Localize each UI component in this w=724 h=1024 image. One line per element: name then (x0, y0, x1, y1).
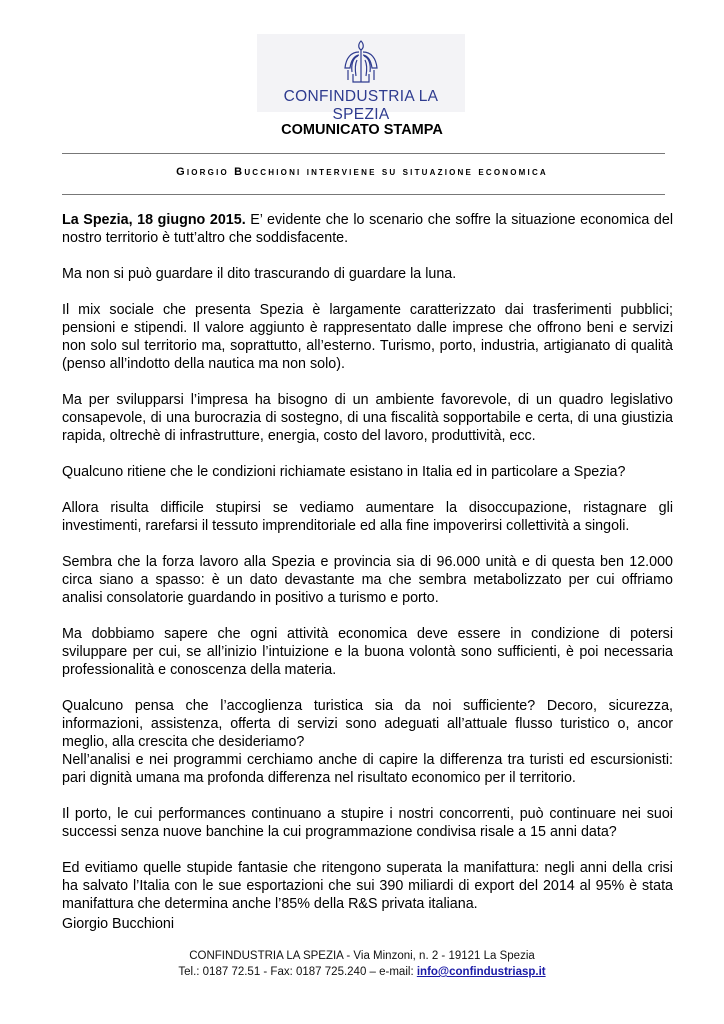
paragraph: Il porto, le cui performances continuano a stupire i nostri concorrenti, può continuare nei suoi successi senza nuove banchine la cui programmazione condivisa risale a 15 anni data? (62, 806, 673, 840)
footer-address: CONFINDUSTRIA LA SPEZIA - Via Minzoni, n. 2 - 19121 La Spezia (189, 950, 535, 962)
lead-paragraph (62, 211, 673, 247)
paragraph: Nell’analisi e nei programmi cerchiamo anche di capire la differenza tra turisti ed escursionisti: pari dignità umana ma profonda differenza nel risultato economico per il territorio. (62, 752, 673, 786)
paragraph: Ma dobbiamo sapere che ogni attività economica deve essere in condizione di potersi sviluppare per cui, se all’inizio l’intuizione e la buona volontà sono sufficienti, è poi necessaria professionalità e conoscenza della materia. (62, 626, 673, 678)
paragraph: Ma non si può guardare il dito trascurando di guardare la luna. (62, 266, 457, 282)
logo-text: CONFINDUSTRIA LA SPEZIA (283, 88, 439, 123)
document-body (62, 211, 673, 931)
paragraph: Qualcuno ritiene che le condizioni richiamate esistano in Italia ed in particolare a Spezia? (62, 464, 626, 480)
divider-top (62, 153, 665, 154)
paragraph: Il mix sociale che presenta Spezia è largamente caratterizzato dai trasferimenti pubblici; pensioni e stipendi. Il valore aggiunto è rappresentato dalle imprese che offrono beni e servizi non solo sul territorio ma, soprattutto, all’esterno. Turismo, porto, industria, artigianato di qualità (penso all’indotto della nautica ma non solo). (62, 302, 673, 372)
signature: Giorgio Bucchioni (62, 916, 175, 932)
document-label: COMUNICATO STAMPA (281, 122, 443, 138)
footer-contacts (0, 964, 724, 980)
paragraph: Qualcuno pensa che l’accoglienza turistica sia da noi sufficiente? Decoro, sicurezza, informazioni, assistenza, offerta di servizi sono adeguati all’attuale flusso turistico o, ancor meglio, alla crescita che desideriamo? (62, 698, 673, 750)
paragraph: Allora risulta difficile stupirsi se vediamo aumentare la disoccupazione, ristagnare gli investimenti, rarefarsi il tessuto imprenditoriale ed alla fine impoverirsi collettività a singoli. (62, 500, 673, 534)
document-subtitle: Giorgio Bucchioni interviene su situazione economica (176, 166, 548, 178)
lead-dateline: La Spezia, 18 giugno 2015. (62, 212, 246, 228)
paragraph: Sembra che la forza lavoro alla Spezia e provincia sia di 96.000 unità e di questa ben 12.000 circa siano a spasso: è un dato devastante ma che sembra metabolizzato per cui offriamo analisi consolatorie guardando in positivo a turismo e porto. (62, 554, 673, 606)
eagle-emblem-icon (341, 38, 381, 86)
lead-text: E’ evidente che lo scenario che soffre la situazione economica del nostro territorio è tutt’altro che soddisfacente. (62, 212, 673, 246)
paragraph: Ma per svilupparsi l’impresa ha bisogno di un ambiente favorevole, di un quadro legislativo consapevole, di una burocrazia di sostegno, di una fiscalità sopportabile e certa, di una giustizia rapida, oltrechè di infrastrutture, energia, costo del lavoro, produttività, ecc. (62, 392, 673, 444)
logo (257, 34, 465, 123)
email-link[interactable]: info@confindustriasp.it (416, 966, 546, 978)
footer (0, 948, 724, 980)
divider-bottom (62, 194, 665, 195)
paragraph: Ed evitiamo quelle stupide fantasie che ritengono superata la manifattura: negli anni della crisi ha salvato l’Italia con le sue esportazioni che sui 390 miliardi di export del 2014 al 95% è stata manifattura che determina anche l’85% della R&S privata italiana. (62, 860, 673, 912)
footer-phone-fax: Tel.: 0187 72.51 - Fax: 0187 725.240 – e-mail: (178, 966, 417, 978)
